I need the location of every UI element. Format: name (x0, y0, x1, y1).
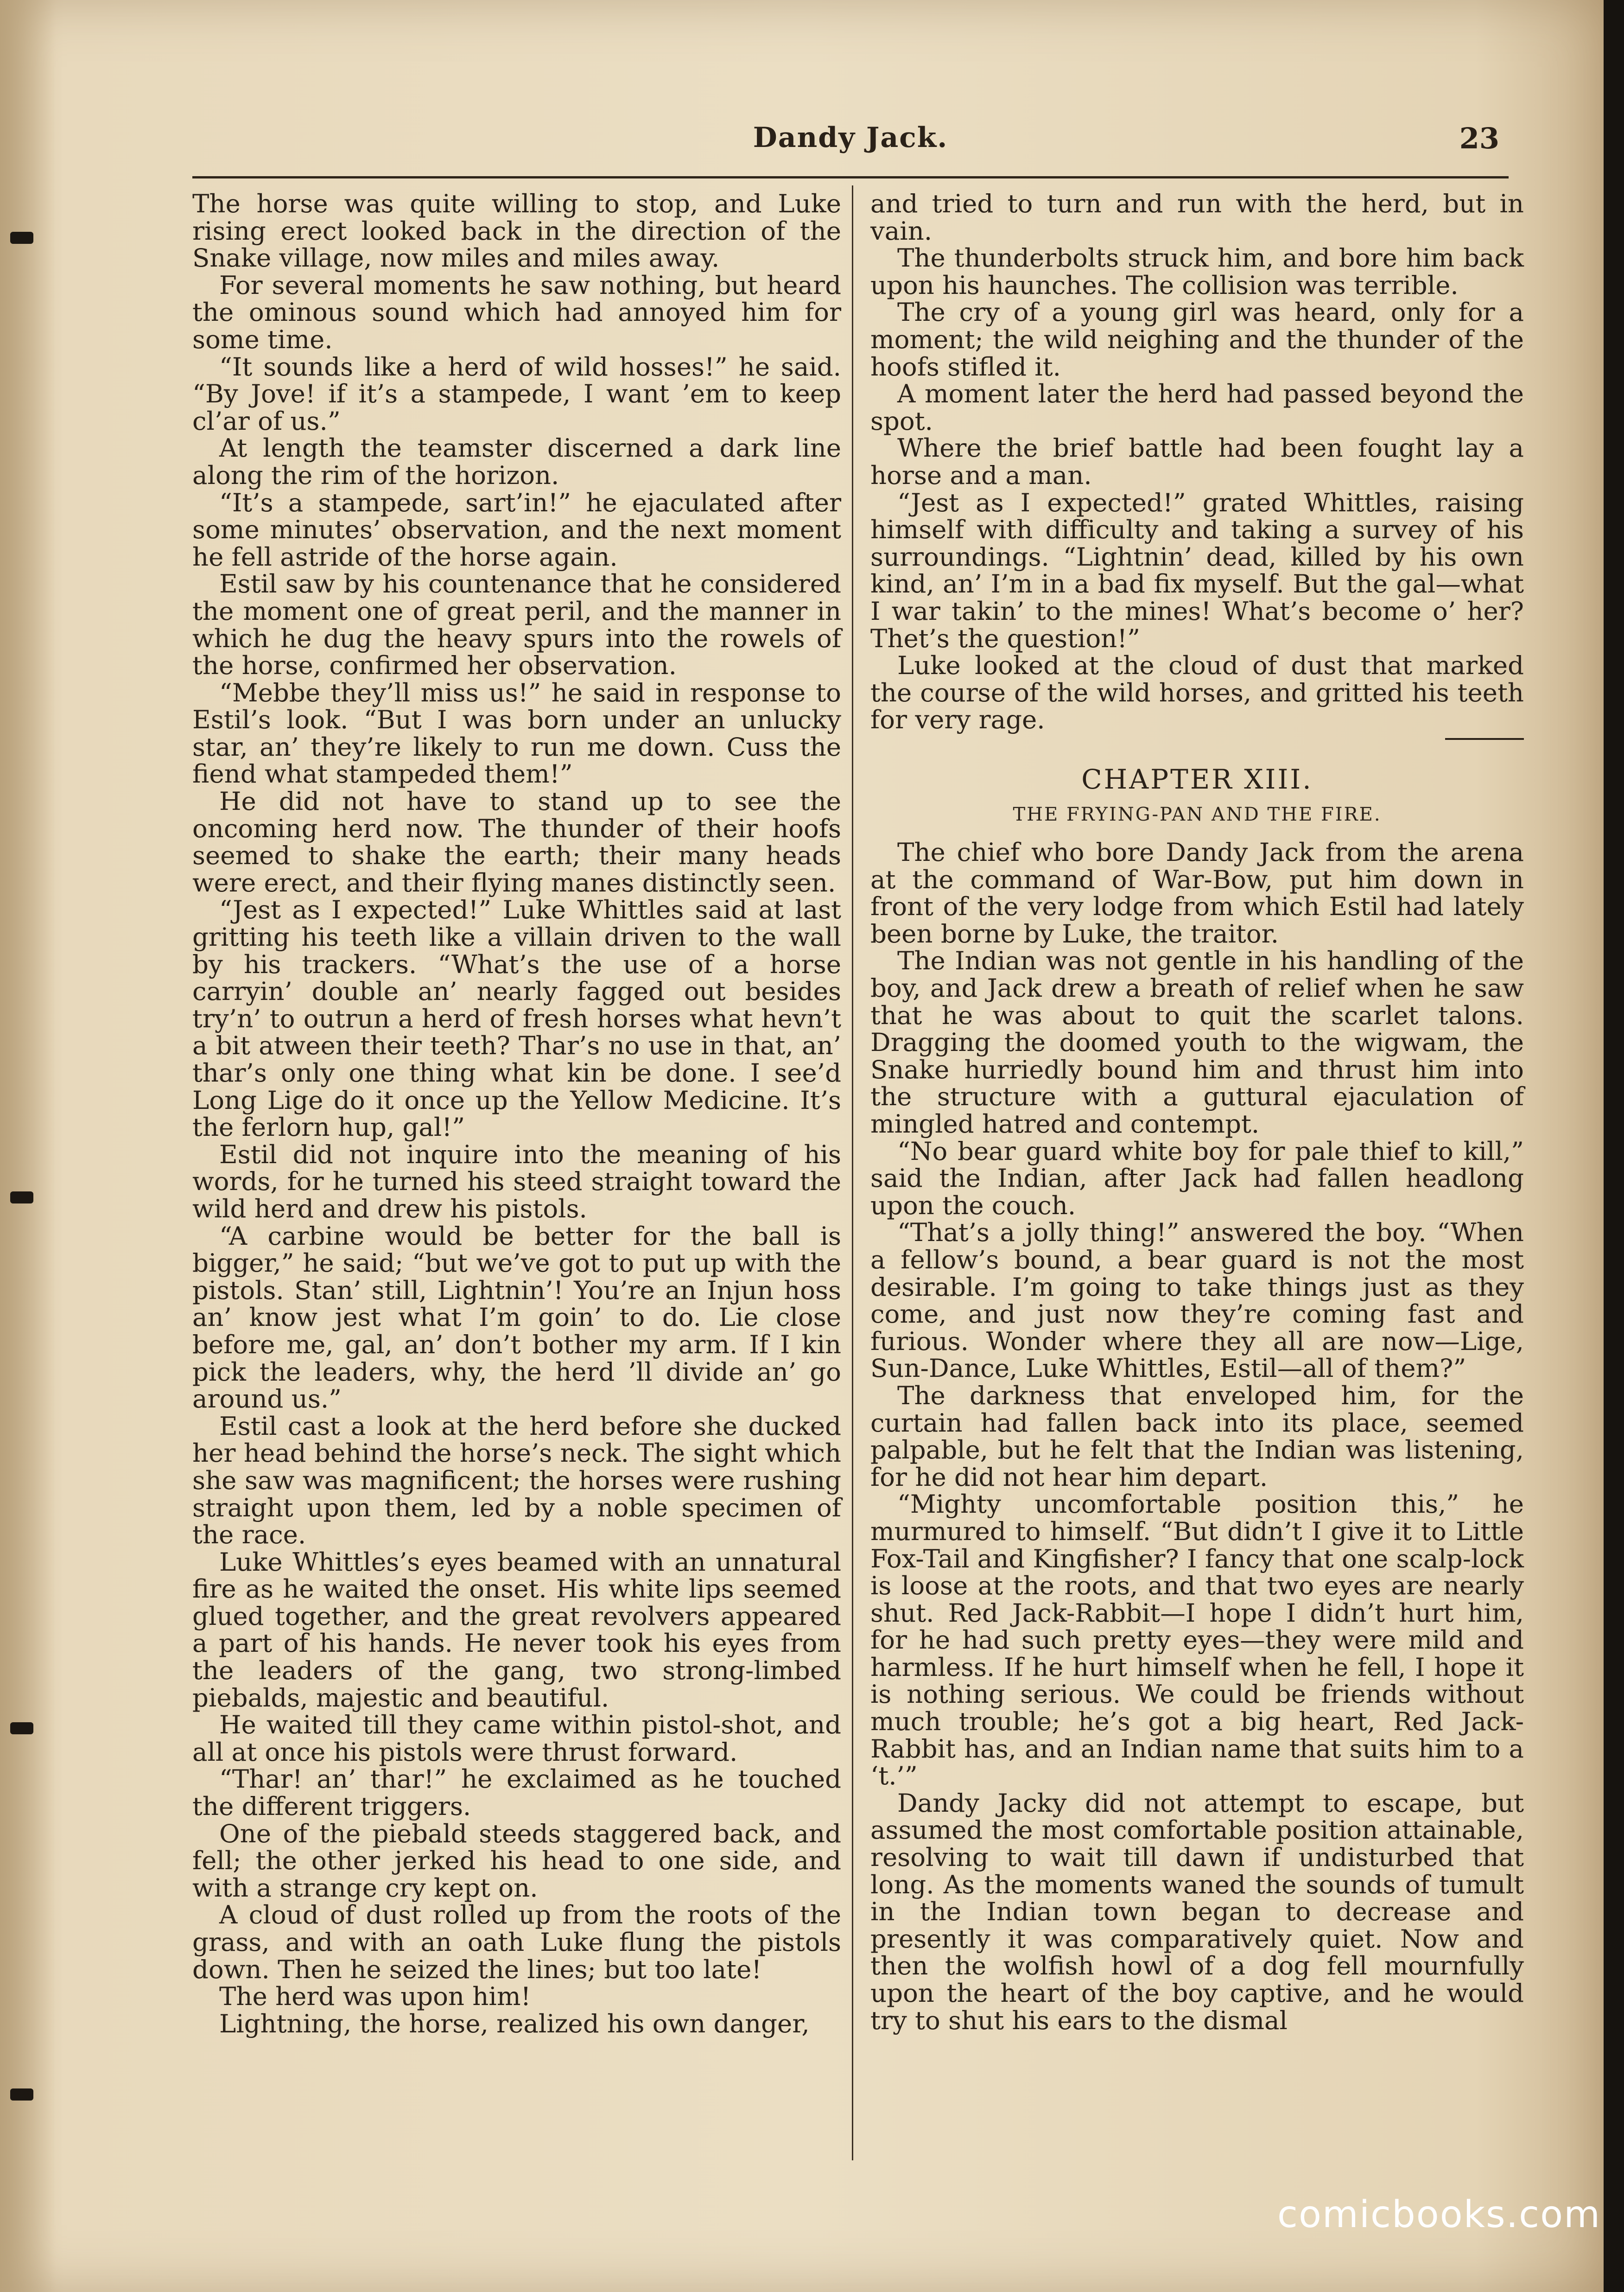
paragraph: He did not have to stand up to see the oncoming herd now. The thunder of their hoofs seemed to shake the earth; their many heads were erect, and their flying manes distinctly seen. (192, 786, 841, 898)
paragraph: The thunderbolts struck him, and bore him back upon his haunches. The collision was terrible. (870, 243, 1524, 300)
paragraph: Dandy Jacky did not attempt to escape, but assumed the most comfortable position attainable, resolving to wait till dawn if undisturbed that long. As the moments waned the sounds of tumult in the Indian town began to decrease and presently it was comparatively quiet. Now and then the wolfish howl of a dog fell mournfully upon the heart of the boy captive, and he would try to shut his ears to the dismal (870, 1788, 1524, 2035)
chapter-subtitle: THE FRYING-PAN AND THE FIRE. (1013, 804, 1382, 826)
paragraph: “No bear guard white boy for pale thief to kill,” said the Indian, after Jack had fallen headlong upon the couch. (870, 1136, 1524, 1220)
paragraph: At length the teamster discerned a dark line along the rim of the horizon. (192, 433, 841, 490)
paragraph: The horse was quite willing to stop, and Luke rising erect looked back in the direction of the Snake village, now miles and miles away. (192, 189, 841, 273)
paragraph: “Thar! an’ thar!” he exclaimed as he touched the different triggers. (192, 1764, 841, 1821)
right-column (870, 190, 1524, 2034)
page-header (192, 121, 1509, 163)
binding-stitch (10, 1722, 33, 1734)
paragraph: Estil did not inquire into the meaning of his words, for he turned his steed straight toward the wild herd and drew his pistols. (192, 1139, 841, 1223)
paragraph: Where the brief battle had been fought lay a horse and a man. (870, 433, 1524, 490)
paragraph: One of the piebald steeds staggered back, and fell; the other jerked his head to one side, and with a strange cry kept on. (192, 1818, 841, 1903)
paragraph: Estil cast a look at the herd before she ducked her head behind the horse’s neck. The sight which she saw was magnificent; the horses were rushing straight upon them, led by a noble specimen of the race. (192, 1411, 841, 1550)
paragraph: The Indian was not gentle in his handling of the boy, and Jack drew a breath of relief when he saw that he was about to quit the scarlet talons. Dragging the doomed youth to the wigwam, the Snake hurriedly bound him and thrust him into the structure with a guttural ejaculation of mingled hatred and contempt. (870, 946, 1524, 1139)
paragraph: Luke Whittles’s eyes beamed with an unnatural fire as he waited the onset. His white lips seemed glued together, and the great revolvers appeared a part of his hands. He never took his eyes from the leaders of the gang, two strong-limbed piebalds, majestic and beautiful. (192, 1547, 841, 1713)
section-separator (1445, 738, 1524, 740)
paragraph: A moment later the herd had passed beyond the spot. (870, 379, 1524, 436)
paragraph: The herd was upon him! (219, 1981, 531, 2012)
paragraph: “Mighty uncomfortable position this,” he murmured to himself. “But didn’t I give it to Little Fox-Tail and Kingfisher? I fancy that one scalp-lock is loose at the roots, and that two eyes are nearly shut. Red Jack-Rabbit—I hope I didn’t hurt him, for he had such pretty eyes—they were mild and harmless. If he hurt himself when he fell, I hope it is nothing serious. We could be friends without much trouble; he’s got a big heart, Red Jack-Rabbit has, and an Indian name that suits him to a ‘t.’” (870, 1489, 1524, 1791)
paragraph: He waited till they came within pistol-shot, and all at once his pistols were thrust forward. (192, 1710, 841, 1767)
paragraph: “Mebbe they’ll miss us!” he said in response to Estil’s look. “But I was born under an unlucky star, an’ they’re likely to run me down. Cuss the fiend what stampeded them!” (192, 677, 841, 789)
page-number: 23 (1459, 121, 1499, 155)
paragraph: The cry of a young girl was heard, only for a moment; the wild neighing and the thunder of the hoofs stifled it. (870, 297, 1524, 382)
paragraph: “It’s a stampede, sart’in!” he ejaculated after some minutes’ observation, and the next moment he fell astride of the horse again. (192, 487, 841, 572)
paragraph: “Jest as I expected!” Luke Whittles said at last gritting his teeth like a villain driven to the wall by his trackers. “What’s the use of a horse carryin’ double an’ nearly fagged out besides try’n’ to outrun a herd of fresh horses what hevn’t a bit atween their teeth? Thar’s no use in that, an’ thar’s only one thing what kin be done. I see’d Long Lige do it once up the Yellow Medicine. It’s the ferlorn hup, gal!” (192, 895, 841, 1142)
left-column (192, 190, 841, 2037)
paragraph: The chief who bore Dandy Jack from the arena at the command of War-Bow, put him down in front of the very lodge from which Estil had lately been borne by Luke, the traitor. (870, 837, 1524, 949)
binding-edge (0, 0, 56, 2292)
binding-stitch (10, 232, 33, 244)
paragraph: “It sounds like a herd of wild hosses!” he said. “By Jove! if it’s a stampede, I want ’em to keep cl’ar of us.” (192, 351, 841, 436)
paragraph: The darkness that enveloped him, for the curtain had fallen back into its place, seemed palpable, but he felt that the Indian was listening, for he did not hear him depart. (870, 1380, 1524, 1492)
paragraph: “A carbine would be better for the ball is bigger,” he said; “but we’ve got to put up with the pistols. Stan’ still, Lightnin’! You’re an Injun hoss an’ know jest what I’m goin’ to do. Lie close before me, gal, an’ don’t bother my arm. If I kin pick the leaders, why, the herd ’ll divide an’ go around us.” (192, 1221, 841, 1414)
running-title: Dandy Jack. (753, 121, 948, 154)
site-watermark: comicbooks.com (1277, 2193, 1601, 2236)
paragraph: A cloud of dust rolled up from the roots of the grass, and with an oath Luke flung the pistols down. Then he seized the lines; but too late! (192, 1900, 841, 1984)
paragraph: Lightning, the horse, realized his own danger, (219, 2008, 810, 2038)
column-divider (852, 185, 853, 2160)
paragraph: Luke looked at the cloud of dust that marked the course of the wild horses, and gritted his teeth for very rage. (870, 650, 1524, 735)
binding-stitch (10, 1191, 33, 1203)
chapter-title: CHAPTER XIII. (1081, 763, 1313, 795)
paragraph: and tried to turn and run with the herd, but in vain. (870, 189, 1524, 246)
paragraph: Estil saw by his countenance that he considered the moment one of great peril, and the manner in which he dug the heavy spurs into the rowels of the horse, confirmed her observation. (192, 569, 841, 681)
header-rule (192, 176, 1509, 178)
paragraph: “That’s a jolly thing!” answered the boy. “When a fellow’s bound, a bear guard is not the most desirable. I’m going to take things just as they come, and just now they’re coming fast and furious. Wonder where they all are now—Lige, Sun-Dance, Luke Whittles, Estil—all of them?” (870, 1217, 1524, 1383)
binding-stitch (10, 2088, 33, 2101)
paragraph: “Jest as I expected!” grated Whittles, raising himself with difficulty and taking a survey of his surroundings. “Lightnin’ dead, killed by his own kind, an’ I’m in a bad fix myself. But the gal—what I war takin’ to the mines! What’s become o’ her? Thet’s the question!” (870, 487, 1524, 653)
paragraph: For several moments he saw nothing, but heard the ominous sound which had annoyed him for some time. (192, 270, 841, 354)
